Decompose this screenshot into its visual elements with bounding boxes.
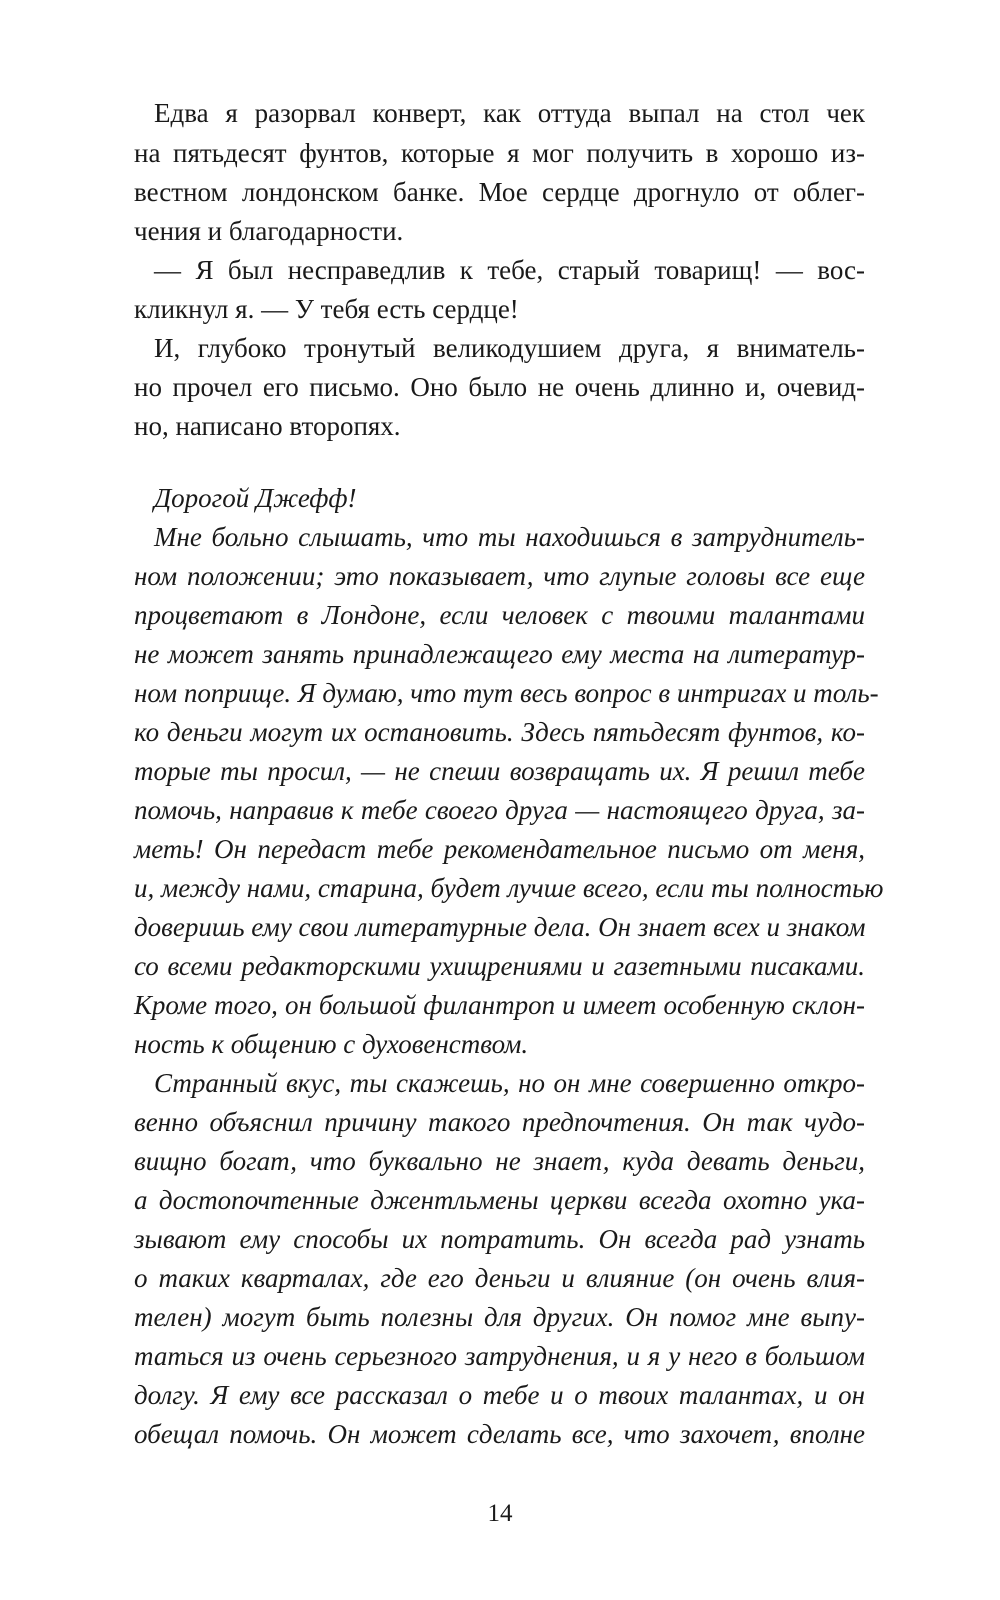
text-line: телен) могут быть полезны для других. Он помог мне выпу- — [134, 1302, 865, 1332]
text-line: долгу. Я ему все рассказал о тебе и о твоих талантах, и он — [134, 1380, 865, 1410]
text-line: чения и благодарности. — [134, 216, 404, 246]
text-line: процветают в Лондоне, если человек с твоими талантами — [134, 600, 865, 630]
text-line: но, написано второпях. — [134, 411, 401, 441]
text-line: и, между нами, старина, будет лучше всего, если ты полностью — [134, 873, 884, 903]
text-line: на пятьдесят фунтов, которые я мог получить в хорошо из- — [134, 138, 865, 168]
letter-salutation: Дорогой Джефф! — [154, 483, 357, 513]
text-line: помочь, направив к тебе своего друга — настоящего друга, за- — [134, 795, 865, 825]
text-line: о таких кварталах, где его деньги и влияние (он очень влия- — [134, 1263, 865, 1293]
text-line: вестном лондонском банке. Мое сердце дрогнуло от облег- — [134, 177, 865, 207]
text-line: доверишь ему свои литературные дела. Он знает всех и знаком — [134, 912, 866, 942]
text-line: ко деньги могут их остановить. Здесь пятьдесят фунтов, ко- — [134, 717, 865, 747]
text-line: ность к общению с духовенством. — [134, 1029, 529, 1059]
text-line: со всеми редакторскими ухищрениями и газетными писаками. — [134, 951, 865, 981]
text-line: ном положении; это показывает, что глупые головы все еще — [134, 561, 865, 591]
text-line: Едва я разорвал конверт, как оттуда выпал на стол чек — [154, 98, 865, 128]
text-line: но прочел его письмо. Оно было не очень длинно и, очевид- — [134, 372, 865, 402]
text-line: вищно богат, что буквально не знает, куда девать деньги, — [134, 1146, 865, 1176]
text-line: ном поприще. Я думаю, что тут весь вопрос в интригах и толь- — [134, 678, 879, 708]
text-line: венно объяснил причину такого предпочтения. Он так чудо- — [134, 1107, 865, 1137]
text-line: И, глубоко тронутый великодушием друга, я вниматель- — [154, 333, 865, 363]
text-line: Кроме того, он большой филантроп и имеет особенную склон- — [134, 990, 865, 1020]
text-line: таться из очень серьезного затруднения, и я у него в большом — [134, 1341, 865, 1371]
text-line: кликнул я. — У тебя есть сердце! — [134, 294, 519, 324]
text-line: — Я был несправедлив к тебе, старый товарищ! — вос- — [154, 255, 865, 285]
text-line: Мне больно слышать, что ты находишься в затруднитель- — [154, 522, 865, 552]
text-line: торые ты просил, — не спеши возвращать их. Я решил тебе — [134, 756, 865, 786]
page-number: 14 — [487, 1500, 513, 1527]
text-line: не может занять принадлежащего ему места на литератур- — [134, 639, 865, 669]
text-line: Странный вкус, ты скажешь, но он мне совершенно откро- — [154, 1068, 865, 1098]
text-line: обещал помочь. Он может сделать все, что захочет, вполне — [134, 1419, 865, 1449]
text-line: меть! Он передаст тебе рекомендательное письмо от меня, — [134, 834, 865, 864]
text-line: а достопочтенные джентльмены церкви всегда охотно ука- — [134, 1185, 865, 1215]
text-line: зывают ему способы их потратить. Он всегда рад узнать — [134, 1224, 865, 1254]
